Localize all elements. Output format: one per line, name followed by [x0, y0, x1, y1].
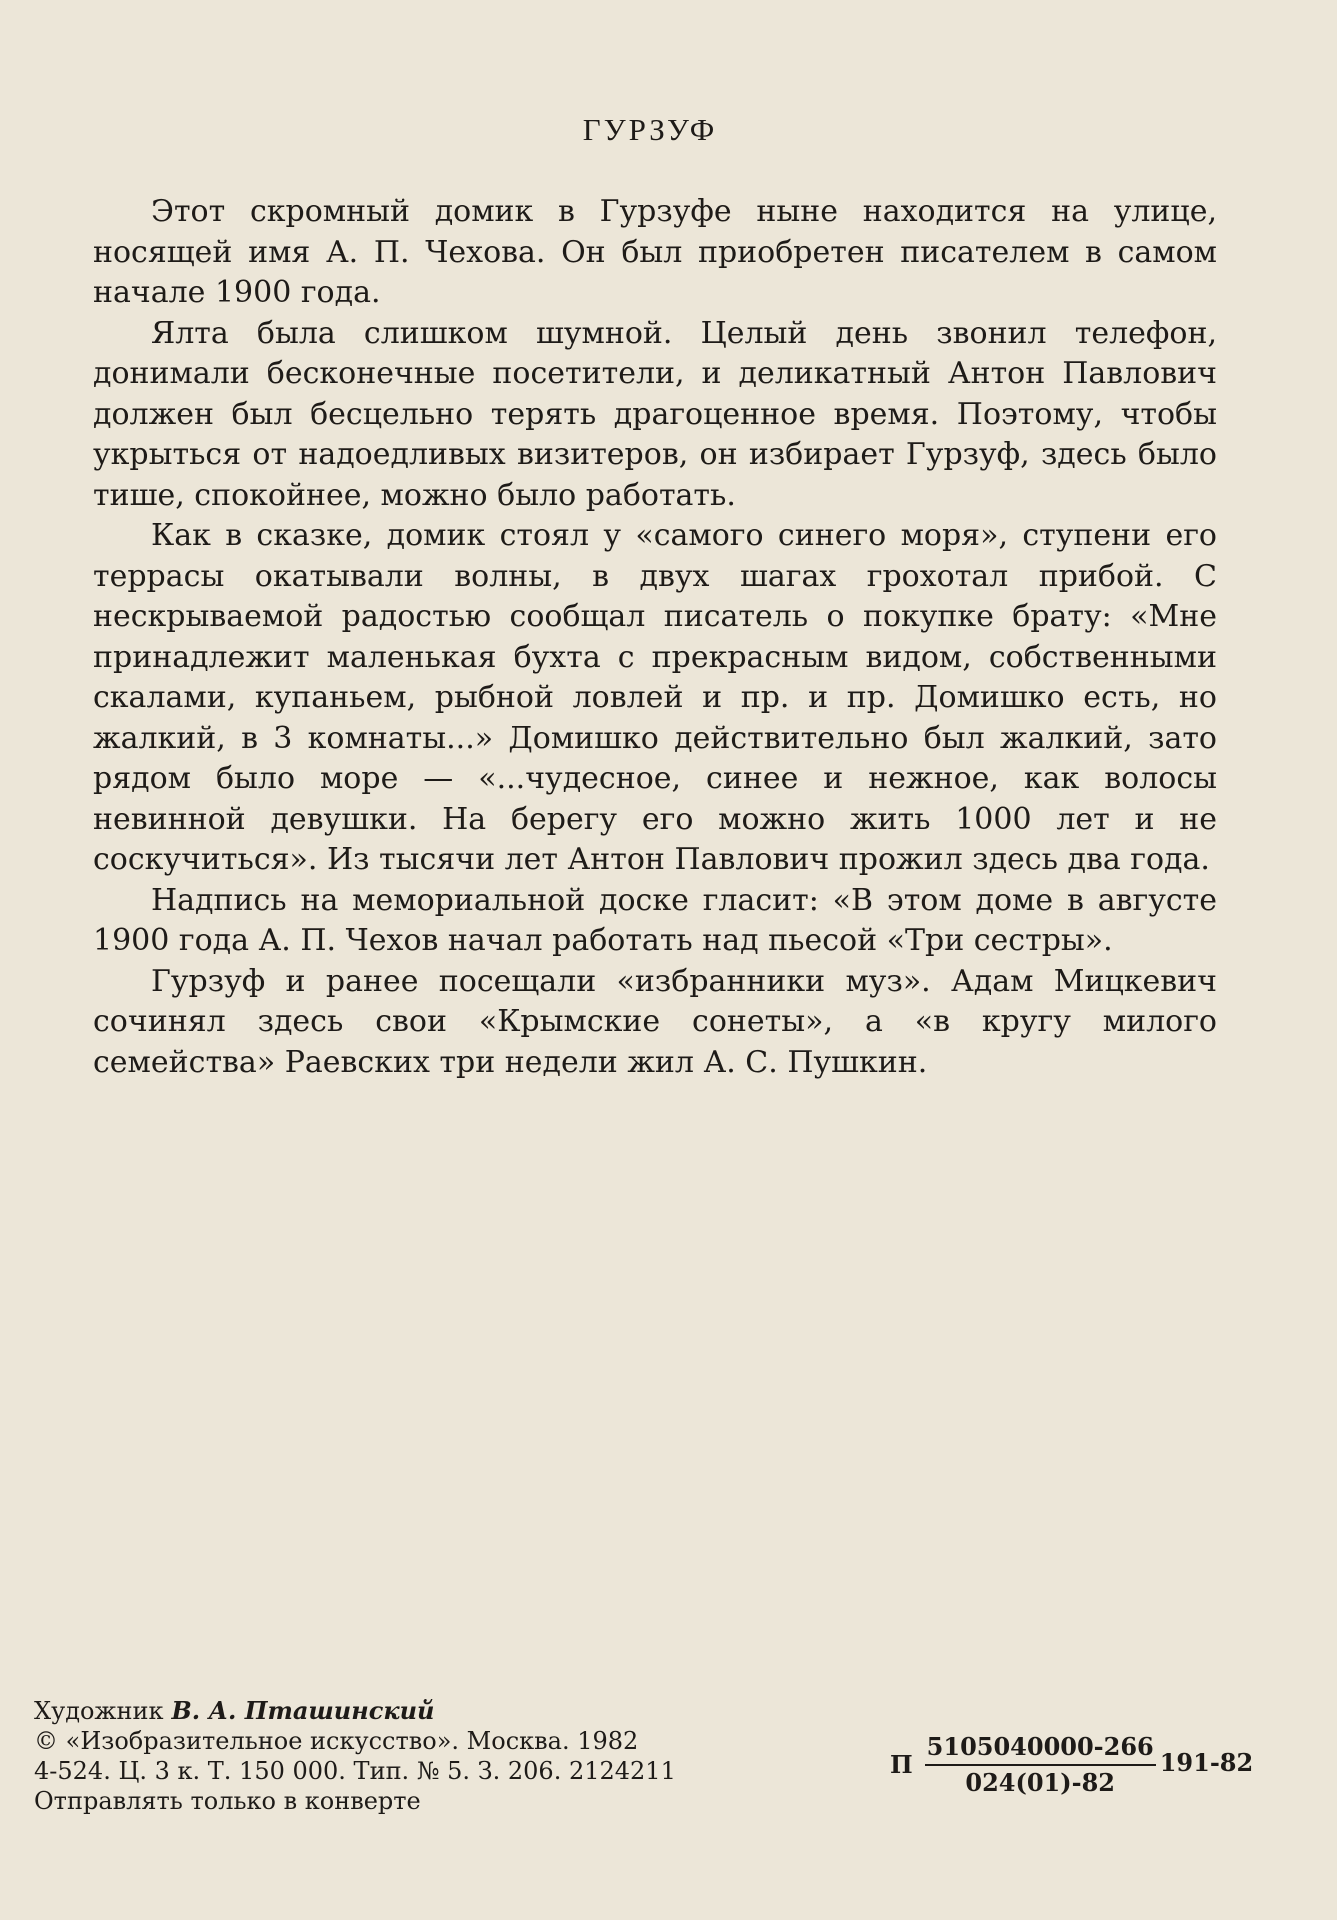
index-denominator: 024(01)-82 — [965, 1768, 1115, 1797]
index-code — [890, 1732, 1253, 1798]
copyright-line: © «Изобразительное искусство». Москва. 1982 — [34, 1727, 639, 1755]
paragraph: Надпись на мемориальной доске гласит: «В этом доме в августе 1900 года А. П. Чехов начал работать над пьесой «Три сестры». — [93, 882, 1217, 958]
mailing-note: Отправлять только в конверте — [34, 1787, 421, 1815]
artist-name: В. А. Пташинский — [171, 1696, 435, 1725]
index-prefix: П — [890, 1750, 913, 1779]
index-numerator: 5105040000-266 — [925, 1732, 1156, 1766]
index-fraction — [925, 1732, 1156, 1798]
body-text — [93, 192, 1217, 1083]
page-title: ГУРЗУФ — [582, 112, 718, 147]
print-info-line: 4-524. Ц. 3 к. Т. 150 000. Тип. № 5. З. 206. 2124211 — [34, 1757, 676, 1785]
paragraph: Как в сказке, домик стоял у «самого синего моря», ступени его террасы окатывали волны, в двух шагах грохотал прибой. С нескрываемой радостью сообщал писатель о покупке брату: «Мне принадлежит маленькая бухта с прекрасным видом, собственными скалами, купаньем, рыбной ловлей и пр. и пр. Домишко есть, но жалкий, в 3 комнаты...» Домишко действительно был жалкий, зато рядом было море — «...чудесное, синее и нежное, как волосы невинной девушки. На берегу его можно жить 1000 лет и не соскучиться». Из тысячи лет Антон Павлович прожил здесь два года. — [93, 518, 1217, 877]
artist-label: Художник — [34, 1697, 164, 1725]
paragraph: Этот скромный домик в Гурзуфе ныне находится на улице, носящей имя А. П. Чехова. Он был приобретен писателем в самом начале 1900 года. — [93, 194, 1217, 310]
paragraph: Гурзуф и ранее посещали «избранники муз». Адам Мицкевич сочинял здесь свои «Крымские сонеты», а «в кругу милого семейства» Раевских три недели жил А. С. Пушкин. — [93, 963, 1217, 1080]
paragraph: Ялта была слишком шумной. Целый день звонил телефон, донимали бесконечные посетители, и деликатный Антон Павлович должен был бесцельно терять драгоценное время. Поэтому, чтобы укрыться от надоедливых визитеров, он избирает Гурзуф, здесь было тише, спокойнее, можно было работать. — [93, 315, 1217, 513]
artist-credit — [34, 1696, 1304, 1726]
index-suffix: 191-82 — [1159, 1748, 1254, 1777]
